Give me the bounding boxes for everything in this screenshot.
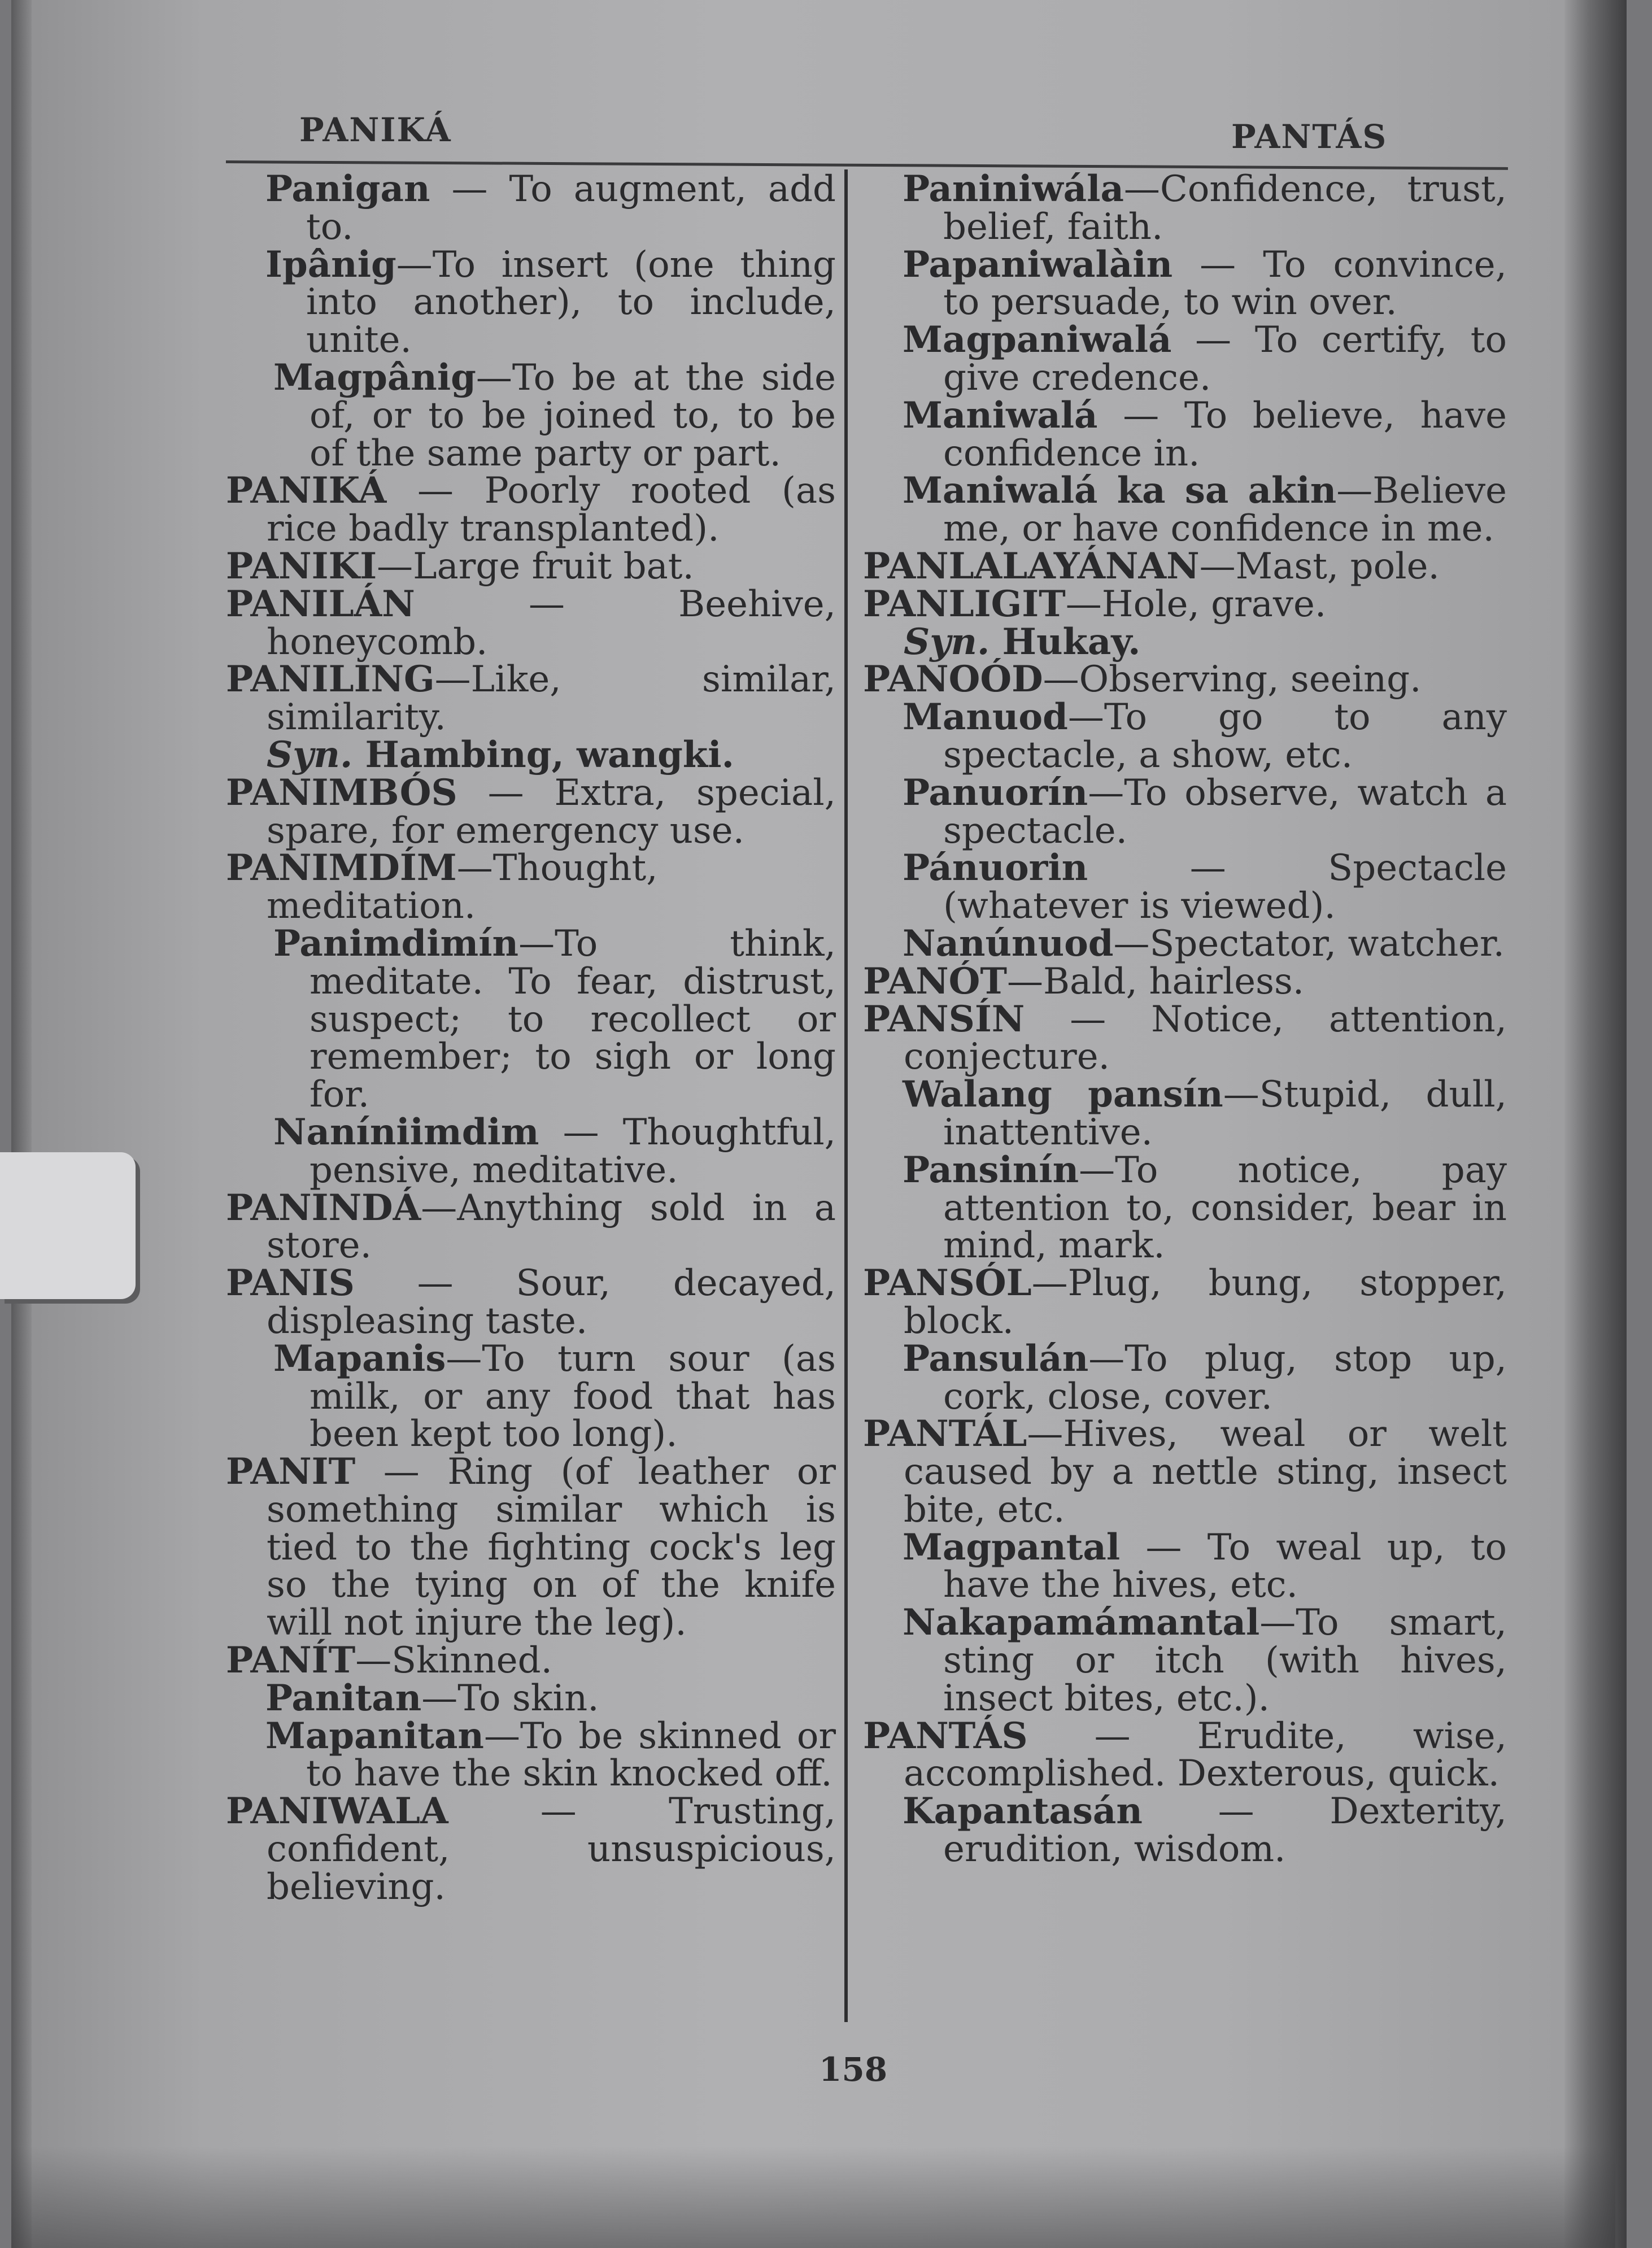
dictionary-entry: [863, 849, 1507, 925]
dictionary-entry: [226, 849, 836, 925]
dictionary-entry: [863, 168, 1507, 248]
dictionary-entry: [226, 356, 836, 474]
dictionary-entry: [226, 1639, 836, 1682]
dictionary-entry: [226, 582, 836, 663]
dictionary-entry: [226, 1676, 836, 1719]
dictionary-entry: [226, 469, 836, 550]
dictionary-entry: [863, 658, 1507, 701]
entry-headword: Syn.: [904, 620, 990, 663]
dictionary-entry: [863, 1413, 1507, 1531]
entry-definition: —Large fruit bat.: [377, 545, 694, 587]
entry-definition: Hukay.: [990, 620, 1141, 663]
entry-definition: —To skin.: [421, 1677, 599, 1719]
entry-headword: Walang pansín: [903, 1073, 1223, 1116]
entry-definition: — Extra, special, spare, for emergency use.: [267, 772, 836, 852]
entry-headword: PANTÁS: [863, 1714, 1028, 1757]
entry-definition: —To observe, watch a spectacle.: [943, 772, 1507, 852]
entry-definition: — To weal up, to have the hives, etc.: [943, 1526, 1507, 1606]
entry-headword: Paniniwála: [903, 168, 1124, 210]
entry-headword: PANIMBÓS: [226, 771, 457, 814]
entry-definition: —To turn sour (as milk, or any food that has been kept too long).: [310, 1338, 836, 1456]
entry-headword: Nakapamámantal: [903, 1601, 1260, 1644]
entry-headword: Maniwalá: [903, 394, 1098, 437]
dictionary-entry: [863, 544, 1507, 587]
entry-headword: Magpaniwalá: [903, 319, 1172, 361]
entry-headword: Pánuorin: [903, 847, 1088, 890]
entry-headword: PANIKÁ: [226, 469, 387, 512]
entry-definition: — Poorly rooted (as rice badly transplanted).: [267, 470, 836, 550]
entry-definition: — Ring (of leather or something similar which is tied to the fighting cock's leg so the tying on of the knife will not injure the leg).: [267, 1451, 836, 1644]
dictionary-entry: [863, 394, 1507, 474]
entry-headword: Magpantal: [903, 1526, 1121, 1569]
entry-headword: PANIWALA: [226, 1790, 448, 1833]
entry-headword: PANOÓD: [863, 658, 1043, 701]
entry-definition: — Erudite, wise, accomplished. Dexterous, quick.: [904, 1715, 1507, 1795]
entry-definition: —Observing, seeing.: [1043, 659, 1422, 701]
dictionary-entry: [226, 771, 836, 852]
entry-headword: PANILING: [226, 658, 435, 701]
dictionary-entry: [226, 243, 836, 361]
entry-definition: —To go to any spectacle, a show, etc.: [943, 696, 1507, 776]
entry-headword: Mapanis: [273, 1337, 446, 1380]
entry-definition: —Like, similar, similarity.: [267, 659, 836, 739]
entry-headword: Maniwalá ka sa akin: [903, 469, 1337, 512]
book-spine: [11, 0, 32, 2248]
entry-headword: Pansulán: [903, 1337, 1089, 1380]
entry-headword: PANIMDÍM: [226, 847, 457, 890]
entry-headword: Panitan: [265, 1676, 422, 1719]
dictionary-entry: [863, 1073, 1507, 1153]
left-column: [226, 168, 836, 1908]
entry-definition: —Skinned.: [355, 1640, 552, 1682]
entry-definition: — To certify, to give credence.: [943, 319, 1507, 399]
entry-definition: —Believe me, or have confidence in me.: [943, 470, 1507, 550]
entry-headword: Syn.: [267, 733, 353, 776]
entry-definition: —To notice, pay attention to, consider, bear in mind, mark.: [943, 1149, 1507, 1267]
dictionary-entry: [863, 1526, 1507, 1606]
dictionary-entry: [863, 1148, 1507, 1267]
entry-definition: — Dexterity, erudition, wisdom.: [943, 1790, 1507, 1871]
dictionary-entry: [863, 469, 1507, 550]
dictionary-entry: [226, 1110, 836, 1191]
dictionary-entry: [226, 1450, 836, 1644]
entry-definition: —Bald, hairless.: [1007, 960, 1305, 1003]
entry-headword: PANLIGIT: [863, 582, 1066, 625]
entry-headword: PANLALAYÁNAN: [863, 544, 1200, 587]
dictionary-entry: [863, 771, 1507, 852]
dictionary-entry: [226, 1714, 836, 1795]
entry-definition: — To believe, have confidence in.: [943, 394, 1507, 474]
entry-headword: PANIT: [226, 1450, 356, 1493]
right-column: [863, 168, 1507, 1871]
entry-headword: PANSÍN: [863, 997, 1025, 1040]
entry-definition: — Beehive, honeycomb.: [267, 583, 836, 663]
entry-headword: Panigan: [265, 168, 430, 210]
entry-definition: — Trusting, confident, unsuspicious, believing.: [267, 1790, 836, 1908]
entry-headword: Pansinín: [903, 1148, 1079, 1191]
entry-headword: Panimdimín: [273, 922, 519, 965]
entry-definition: —Spectator, watcher.: [1113, 922, 1505, 965]
entry-definition: —Hives, weal or welt caused by a nettle sting, insect bite, etc.: [904, 1413, 1507, 1531]
entry-definition: Hambing, wangki.: [352, 733, 734, 776]
dictionary-entry: [863, 1337, 1507, 1418]
dictionary-entry: [226, 1186, 836, 1267]
entry-headword: Mapanitan: [265, 1714, 484, 1757]
entry-headword: Magpânig: [273, 356, 476, 399]
entry-definition: — Spectacle (whatever is viewed).: [943, 847, 1507, 927]
entry-definition: — Notice, attention, conjecture.: [904, 998, 1507, 1078]
entry-definition: — Thoughtful, pensive, meditative.: [310, 1111, 836, 1191]
dictionary-entry: [226, 1790, 836, 1908]
entry-definition: —Plug, bung, stopper, block.: [904, 1262, 1507, 1342]
dictionary-entry: [226, 1337, 836, 1456]
entry-headword: Panuorín: [903, 771, 1088, 814]
dictionary-entry: [863, 1714, 1507, 1795]
entry-definition: —Thought, meditation.: [267, 847, 658, 927]
dictionary-entry: [863, 997, 1507, 1078]
entry-definition: — To augment, add to.: [306, 168, 836, 248]
dictionary-entry: [863, 960, 1507, 1003]
dictionary-entry: [863, 922, 1507, 965]
entry-headword: Manuod: [903, 696, 1068, 739]
entry-headword: Kapantasán: [903, 1790, 1143, 1833]
running-head-right: PANTÁS: [1231, 117, 1388, 156]
page-shadow: [11, 2146, 1615, 2248]
dictionary-entry: [226, 168, 836, 248]
dictionary-entry: [863, 1790, 1507, 1871]
running-head-left: PANIKÁ: [299, 111, 452, 149]
dictionary-entry: [863, 1601, 1507, 1719]
entry-definition: —To smart, sting or itch (with hives, insect bites, etc.).: [943, 1602, 1507, 1719]
dictionary-entry: [226, 922, 836, 1116]
entry-definition: —To be at the side of, or to be joined to, to be of the same party or part.: [310, 356, 836, 474]
entry-definition: — Sour, decayed, displeasing taste.: [267, 1262, 836, 1342]
entry-definition: —To insert (one thing into another), to include, unite.: [306, 243, 836, 361]
entry-headword: PANINDÁ: [226, 1186, 421, 1229]
dictionary-entry: [863, 321, 1507, 397]
entry-definition: —To think, meditate. To fear, distrust, suspect; to recollect or remember; to sigh or long for.: [310, 922, 836, 1116]
entry-headword: PANÓT: [863, 960, 1007, 1003]
bookmark-tab: [0, 1152, 136, 1299]
entry-definition: —To plug, stop up, cork, close, cover.: [943, 1338, 1507, 1418]
page-edge: [1564, 0, 1627, 2248]
entry-definition: —Stupid, dull, inattentive.: [943, 1074, 1507, 1153]
entry-definition: —Mast, pole.: [1199, 545, 1440, 587]
dictionary-entry: [863, 620, 1507, 663]
entry-definition: —Confidence, trust, belief, faith.: [943, 168, 1507, 248]
entry-headword: Papaniwalàin: [903, 243, 1173, 286]
entry-headword: PANTÁL: [863, 1413, 1027, 1456]
dictionary-entry: [226, 544, 836, 587]
entry-headword: PANIKI: [226, 544, 377, 587]
dictionary-entry: [226, 733, 836, 776]
entry-headword: Ipânig: [265, 243, 396, 286]
entry-definition: —Anything sold in a store.: [267, 1187, 836, 1267]
column-divider: [844, 169, 848, 2022]
entry-headword: Nanúnuod: [903, 922, 1114, 965]
entry-definition: — To convince, to persuade, to win over.: [943, 243, 1507, 324]
dictionary-entry: [226, 1262, 836, 1342]
dictionary-entry: [863, 243, 1507, 324]
entry-headword: PANSÓL: [863, 1262, 1032, 1305]
entry-headword: PANÍT: [226, 1639, 356, 1682]
page-number: 158: [819, 2050, 888, 2089]
entry-definition: —To be skinned or to have the skin knocked off.: [306, 1715, 836, 1795]
dictionary-entry: [863, 582, 1507, 625]
dictionary-entry: [863, 696, 1507, 776]
dictionary-entry: [863, 1262, 1507, 1342]
entry-headword: PANILÁN: [226, 582, 415, 625]
entry-headword: PANIS: [226, 1262, 355, 1305]
entry-headword: Naníniimdim: [273, 1110, 539, 1153]
entry-definition: —Hole, grave.: [1065, 583, 1327, 625]
dictionary-entry: [226, 658, 836, 739]
